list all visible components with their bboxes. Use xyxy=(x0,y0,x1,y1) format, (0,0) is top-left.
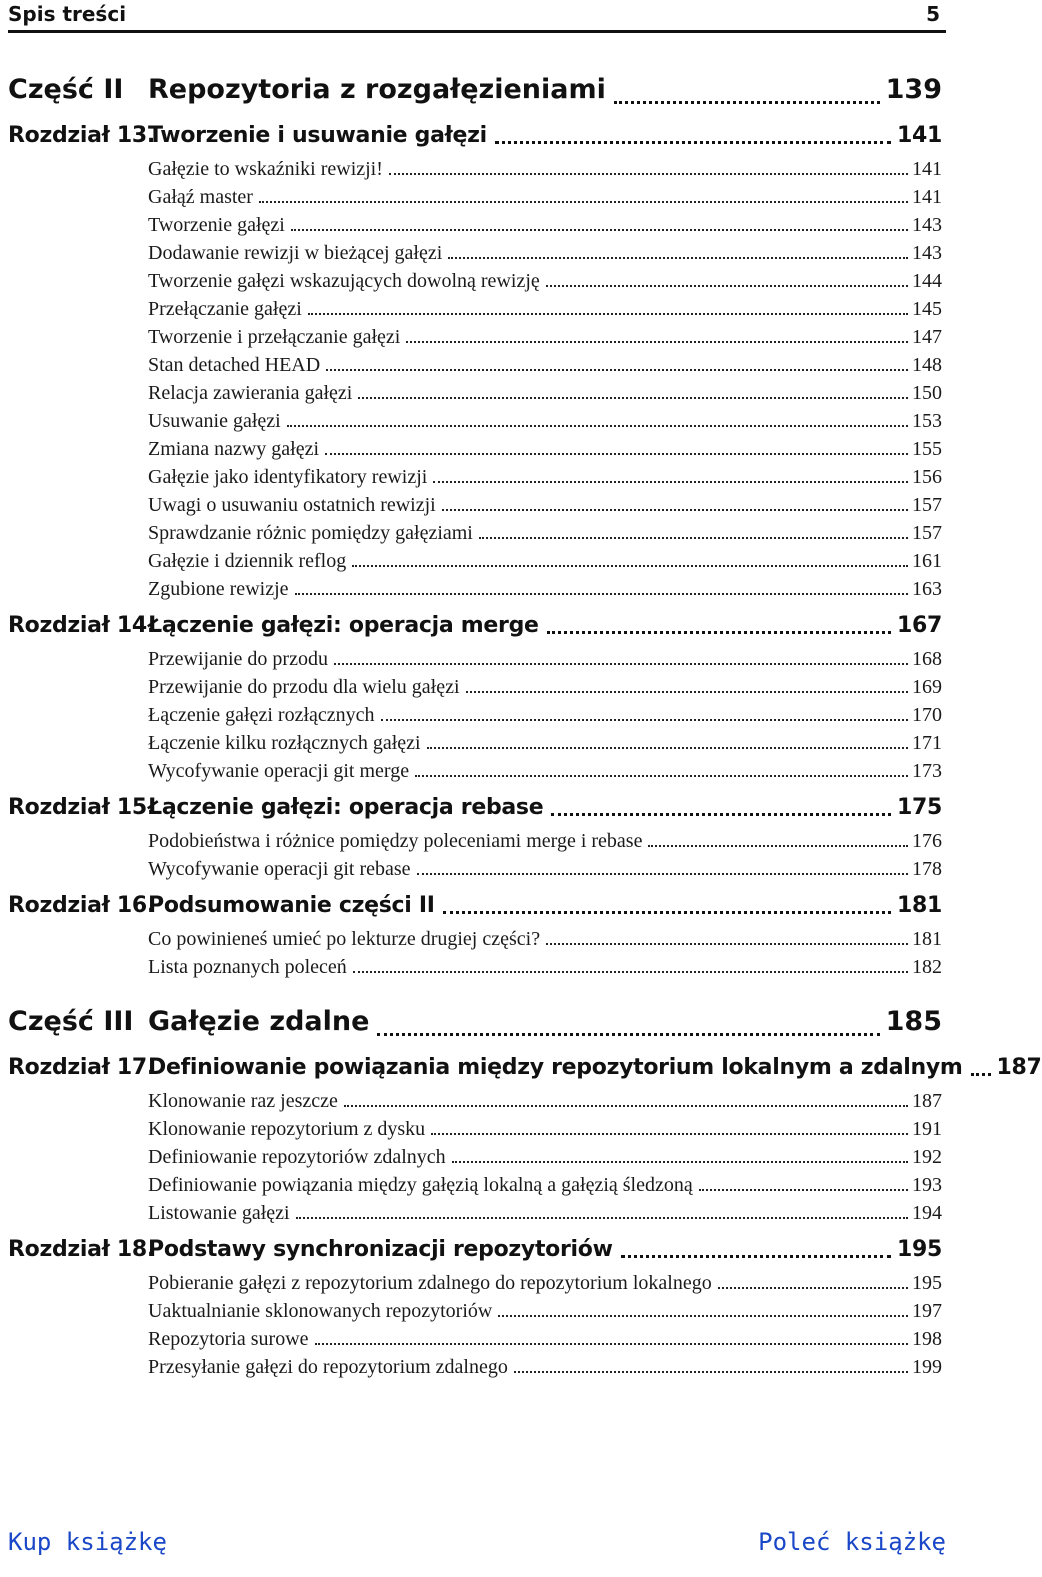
toc-section-entry xyxy=(8,1325,942,1353)
toc-section-entry xyxy=(8,239,942,267)
toc-page-number: 198 xyxy=(912,1327,942,1350)
toc-section-entry xyxy=(8,673,942,701)
toc-section-title: Łączenie kilku rozłącznych gałęzi xyxy=(148,731,421,754)
toc-section-entry xyxy=(8,1087,942,1115)
toc-page-number: 141 xyxy=(896,122,942,148)
toc-page-number: 185 xyxy=(885,1005,942,1037)
toc-section-title: Łączenie gałęzi rozłącznych xyxy=(148,703,375,726)
toc-section-title: Przewijanie do przodu xyxy=(148,647,328,670)
toc-chapter-title: Podstawy synchronizacji repozytoriów xyxy=(148,1236,613,1262)
buy-book-link[interactable]: Kup książkę xyxy=(8,1528,167,1556)
toc-section-entry xyxy=(8,827,942,855)
dot-leader xyxy=(315,1343,908,1345)
toc-page-number: 163 xyxy=(912,577,942,600)
toc-part-label: Część II xyxy=(8,73,124,105)
toc-page-number: 155 xyxy=(912,437,942,460)
toc-section-title: Definiowanie powiązania między gałęzią lokalną a gałęzią śledzoną xyxy=(148,1173,693,1196)
toc-page-number: 141 xyxy=(912,185,942,208)
dot-leader xyxy=(295,593,909,595)
recommend-book-link[interactable]: Poleć książkę xyxy=(758,1528,946,1556)
toc-section-entry xyxy=(8,323,942,351)
toc-page-number: 157 xyxy=(912,493,942,516)
toc-section-entry xyxy=(8,575,942,603)
dot-leader xyxy=(452,1161,908,1163)
dot-leader xyxy=(287,425,908,427)
toc-section-title: Gałęzie to wskaźniki rewizji! xyxy=(148,157,383,180)
toc-section-title: Listowanie gałęzi xyxy=(148,1201,290,1224)
toc-section-entry xyxy=(8,1269,942,1297)
running-head-page-number: 5 xyxy=(926,2,940,26)
running-head-title: Spis treści xyxy=(8,2,127,26)
toc-page-number: 173 xyxy=(912,759,942,782)
toc-section-entry xyxy=(8,295,942,323)
dot-leader xyxy=(614,101,880,104)
dot-leader xyxy=(443,911,891,914)
toc-chapter-title: Łączenie gałęzi: operacja merge xyxy=(148,612,539,638)
toc-chapter-entry xyxy=(8,1229,942,1269)
footer xyxy=(8,1528,946,1562)
toc-section-title: Tworzenie gałęzi xyxy=(148,213,285,236)
toc-page-number: 139 xyxy=(885,73,942,105)
toc-section-title: Klonowanie repozytorium z dysku xyxy=(148,1117,426,1140)
toc-section-title: Wycofywanie operacji git rebase xyxy=(148,857,411,880)
toc-section-title: Repozytoria surowe xyxy=(148,1327,309,1350)
toc-chapter-title: Definiowanie powiązania między repozytorium lokalnym a zdalnym xyxy=(148,1054,963,1080)
toc-section-title: Stan detached HEAD xyxy=(148,353,321,376)
dot-leader xyxy=(699,1189,908,1191)
toc-chapter-title: Tworzenie i usuwanie gałęzi xyxy=(148,122,487,148)
toc-page-number: 195 xyxy=(896,1236,942,1262)
toc-page-number: 153 xyxy=(912,409,942,432)
toc-page-number: 171 xyxy=(912,731,942,754)
toc-chapter-entry xyxy=(8,885,942,925)
toc-page-number: 170 xyxy=(912,703,942,726)
dot-leader xyxy=(358,397,908,399)
toc-section-title: Podobieństwa i różnice pomiędzy poleceniami merge i rebase xyxy=(148,829,643,852)
toc-page-number: 192 xyxy=(912,1145,942,1168)
dot-leader xyxy=(971,1073,991,1076)
toc-chapter-label: Rozdział 17. xyxy=(8,1054,155,1080)
dot-leader xyxy=(621,1255,891,1258)
dot-leader xyxy=(381,719,908,721)
toc-section-title: Usuwanie gałęzi xyxy=(148,409,281,432)
dot-leader xyxy=(466,691,908,693)
toc-section-title: Gałęzie jako identyfikatory rewizji xyxy=(148,465,428,488)
toc-chapter-entry xyxy=(8,605,942,645)
toc-page-number: 187 xyxy=(996,1054,1042,1080)
toc-page-number: 194 xyxy=(912,1201,942,1224)
toc-section-title: Gałąź master xyxy=(148,185,253,208)
dot-leader xyxy=(431,1133,908,1135)
toc-page-number: 143 xyxy=(912,213,942,236)
toc-section-entry xyxy=(8,855,942,883)
dot-leader xyxy=(326,369,908,371)
toc-section-entry xyxy=(8,267,942,295)
dot-leader xyxy=(433,481,908,483)
toc-section-entry xyxy=(8,463,942,491)
toc-section-title: Klonowanie raz jeszcze xyxy=(148,1089,338,1112)
toc-page-number: 193 xyxy=(912,1173,942,1196)
dot-leader xyxy=(547,631,891,634)
toc-section-entry xyxy=(8,183,942,211)
toc-section-title: Gałęzie i dziennik reflog xyxy=(148,549,347,572)
toc-page-number: 175 xyxy=(896,794,942,820)
toc-section-title: Lista poznanych poleceń xyxy=(148,955,347,978)
dot-leader xyxy=(389,173,908,175)
toc-chapter-label: Rozdział 16. xyxy=(8,892,155,918)
toc-section-title: Przewijanie do przodu dla wielu gałęzi xyxy=(148,675,460,698)
toc-page-number: 141 xyxy=(912,157,942,180)
toc-page-number: 187 xyxy=(912,1089,942,1112)
dot-leader xyxy=(406,341,908,343)
toc-section-entry xyxy=(8,953,942,981)
toc-section-title: Pobieranie gałęzi z repozytorium zdalnego do repozytorium lokalnego xyxy=(148,1271,712,1294)
toc-section-title: Sprawdzanie różnic pomiędzy gałęziami xyxy=(148,521,473,544)
dot-leader xyxy=(417,873,908,875)
toc-page-number: 167 xyxy=(896,612,942,638)
toc-part-title: Repozytoria z rozgałęzieniami xyxy=(148,73,606,105)
dot-leader xyxy=(498,1315,908,1317)
dot-leader xyxy=(448,257,908,259)
toc-part-entry xyxy=(8,995,942,1047)
running-head xyxy=(8,0,946,33)
toc-page-number: 145 xyxy=(912,297,942,320)
toc-part-title: Gałęzie zdalne xyxy=(148,1005,370,1037)
toc-section-title: Uwagi o usuwaniu ostatnich rewizji xyxy=(148,493,436,516)
toc-section-entry xyxy=(8,155,942,183)
toc-section-title: Dodawanie rewizji w bieżącej gałęzi xyxy=(148,241,443,264)
dot-leader xyxy=(291,229,908,231)
dot-leader xyxy=(514,1371,908,1373)
toc-section-entry xyxy=(8,211,942,239)
dot-leader xyxy=(325,453,908,455)
table-of-contents xyxy=(8,63,1042,1381)
toc-page-number: 169 xyxy=(912,675,942,698)
toc-section-entry xyxy=(8,1143,942,1171)
toc-section-title: Tworzenie gałęzi wskazujących dowolną rewizję xyxy=(148,269,540,292)
toc-section-entry xyxy=(8,491,942,519)
toc-page-number: 199 xyxy=(912,1355,942,1378)
toc-section-title: Tworzenie i przełączanie gałęzi xyxy=(148,325,401,348)
toc-section-entry xyxy=(8,407,942,435)
toc-chapter-title: Podsumowanie części II xyxy=(148,892,435,918)
toc-page-number: 195 xyxy=(912,1271,942,1294)
toc-page-number: 161 xyxy=(912,549,942,572)
part-gap xyxy=(8,981,942,995)
dot-leader xyxy=(259,201,908,203)
toc-section-title: Zmiana nazwy gałęzi xyxy=(148,437,320,460)
toc-page-number: 156 xyxy=(912,465,942,488)
toc-page-number: 191 xyxy=(912,1117,942,1140)
toc-chapter-label: Rozdział 13. xyxy=(8,122,155,148)
toc-section-entry xyxy=(8,729,942,757)
toc-page-number: 147 xyxy=(912,325,942,348)
toc-section-entry xyxy=(8,1199,942,1227)
toc-section-title: Zgubione rewizje xyxy=(148,577,289,600)
dot-leader xyxy=(296,1217,908,1219)
toc-section-entry xyxy=(8,757,942,785)
dot-leader xyxy=(442,509,908,511)
toc-chapter-entry xyxy=(8,115,942,155)
toc-page-number: 182 xyxy=(912,955,942,978)
toc-section-entry xyxy=(8,547,942,575)
toc-page-number: 176 xyxy=(912,829,942,852)
toc-section-entry xyxy=(8,351,942,379)
toc-section-entry xyxy=(8,701,942,729)
toc-chapter-label: Rozdział 18. xyxy=(8,1236,155,1262)
toc-section-entry xyxy=(8,1115,942,1143)
toc-page-number: 181 xyxy=(896,892,942,918)
dot-leader xyxy=(648,845,908,847)
toc-section-title: Uaktualnianie sklonowanych repozytoriów xyxy=(148,1299,493,1322)
toc-section-title: Definiowanie repozytoriów zdalnych xyxy=(148,1145,446,1168)
toc-section-entry xyxy=(8,1297,942,1325)
dot-leader xyxy=(479,537,908,539)
toc-section-entry xyxy=(8,925,942,953)
dot-leader xyxy=(353,971,908,973)
toc-part-label: Część III xyxy=(8,1005,134,1037)
dot-leader xyxy=(718,1287,908,1289)
toc-page-number: 150 xyxy=(912,381,942,404)
dot-leader xyxy=(546,285,908,287)
dot-leader xyxy=(352,565,908,567)
toc-section-title: Co powinieneś umieć po lekturze drugiej części? xyxy=(148,927,541,950)
dot-leader xyxy=(551,813,891,816)
toc-chapter-label: Rozdział 15. xyxy=(8,794,155,820)
toc-section-title: Przesyłanie gałęzi do repozytorium zdalnego xyxy=(148,1355,508,1378)
dot-leader xyxy=(308,313,908,315)
dot-leader xyxy=(344,1105,908,1107)
toc-section-entry xyxy=(8,1171,942,1199)
toc-page-number: 181 xyxy=(912,927,942,950)
toc-page-number: 168 xyxy=(912,647,942,670)
dot-leader xyxy=(377,1033,879,1036)
dot-leader xyxy=(415,775,908,777)
toc-page-number: 143 xyxy=(912,241,942,264)
toc-section-entry xyxy=(8,379,942,407)
dot-leader xyxy=(546,943,908,945)
toc-chapter-entry xyxy=(8,787,942,827)
toc-page-number: 144 xyxy=(912,269,942,292)
toc-section-entry xyxy=(8,645,942,673)
dot-leader xyxy=(495,141,891,144)
toc-section-entry xyxy=(8,1353,942,1381)
toc-chapter-entry xyxy=(8,1047,1042,1087)
dot-leader xyxy=(334,663,908,665)
toc-section-entry xyxy=(8,519,942,547)
toc-chapter-label: Rozdział 14. xyxy=(8,612,155,638)
toc-page-number: 197 xyxy=(912,1299,942,1322)
toc-section-title: Przełączanie gałęzi xyxy=(148,297,302,320)
toc-section-title: Wycofywanie operacji git merge xyxy=(148,759,410,782)
toc-section-title: Relacja zawierania gałęzi xyxy=(148,381,353,404)
toc-page-number: 157 xyxy=(912,521,942,544)
toc-page-number: 148 xyxy=(912,353,942,376)
toc-section-entry xyxy=(8,435,942,463)
toc-chapter-title: Łączenie gałęzi: operacja rebase xyxy=(148,794,544,820)
toc-part-entry xyxy=(8,63,942,115)
toc-page-number: 178 xyxy=(912,857,942,880)
dot-leader xyxy=(427,747,908,749)
